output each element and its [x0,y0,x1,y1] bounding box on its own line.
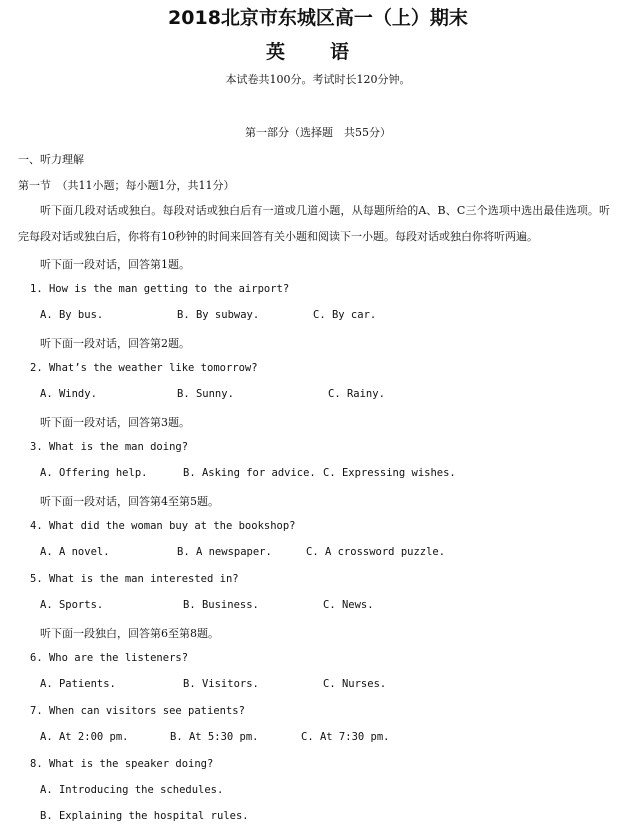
option-c: C. By car. [313,309,377,321]
option-c: C. A crossword puzzle. [306,546,446,558]
page-title: 2018北京市东城区高一（上）期末 [168,7,468,29]
question-stem: 7. When can visitors see patients? [30,705,245,717]
subject-char-1: 英 [266,41,286,63]
prompt-q6-8: 听下面一段独白，回答第6至第8题。 [40,627,219,640]
exam-note: 本试卷共100分。考试时长120分钟。 [225,73,411,86]
subject-char-2: 语 [330,41,350,63]
option-a: A. Windy. [40,388,97,400]
question-stem: 3. What is the man doing? [30,441,189,453]
option-b: B. A newspaper. [177,546,272,558]
question-stem: 5. What is the man interested in? [30,573,239,585]
prompt-q2: 听下面一段对话，回答第2题。 [40,337,190,350]
option-a: A. Sports. [40,599,104,611]
option-a: A. Patients. [40,678,116,690]
option-a: A. At 2:00 pm. [40,731,129,743]
prompt-q4-5: 听下面一段对话，回答第4至第5题。 [40,495,219,508]
instructions-paragraph: 听下面几段对话或独白。每段对话或独白后有一道或几道小题，从每题所给的A、B、C三个选项中选出最佳选项。听完每段对话或独白后，你将有10秒钟的时间来回答有关小题和阅读下一小题。每段对话或独白你将听两遍。 [18,204,610,243]
part-heading: 第一部分（选择题 共55分） [245,126,391,139]
option-b: B. Sunny. [177,388,234,400]
option-b: B. Explaining the hospital rules. [40,810,249,822]
question-stem: 4. What did the woman buy at the bookshop? [30,520,296,532]
question-stem: 8. What is the speaker doing? [30,758,214,770]
question-stem: 2. What’s the weather like tomorrow? [30,362,258,374]
option-c: C. Rainy. [328,388,385,400]
option-b: B. At 5:30 pm. [170,731,259,743]
option-b: B. By subway. [177,309,260,321]
question-stem: 1. How is the man getting to the airport? [30,283,290,295]
section-title: 一、听力理解 [18,153,84,166]
question-stem: 6. Who are the listeners? [30,652,189,664]
option-c: C. At 7:30 pm. [301,731,390,743]
option-b: B. Asking for advice. [183,467,316,479]
option-c: C. News. [323,599,374,611]
option-a: A. Offering help. [40,467,148,479]
option-b: B. Business. [183,599,259,611]
subsection-title: 第一节 （共11小题；每小题1分，共11分） [18,179,235,192]
option-b: B. Visitors. [183,678,259,690]
option-a: A. By bus. [40,309,104,321]
prompt-q3: 听下面一段对话，回答第3题。 [40,416,190,429]
option-c: C. Expressing wishes. [323,467,456,479]
option-c: C. Nurses. [323,678,387,690]
prompt-q1: 听下面一段对话，回答第1题。 [40,258,190,271]
option-a: A. A novel. [40,546,110,558]
option-a: A. Introducing the schedules. [40,784,224,796]
